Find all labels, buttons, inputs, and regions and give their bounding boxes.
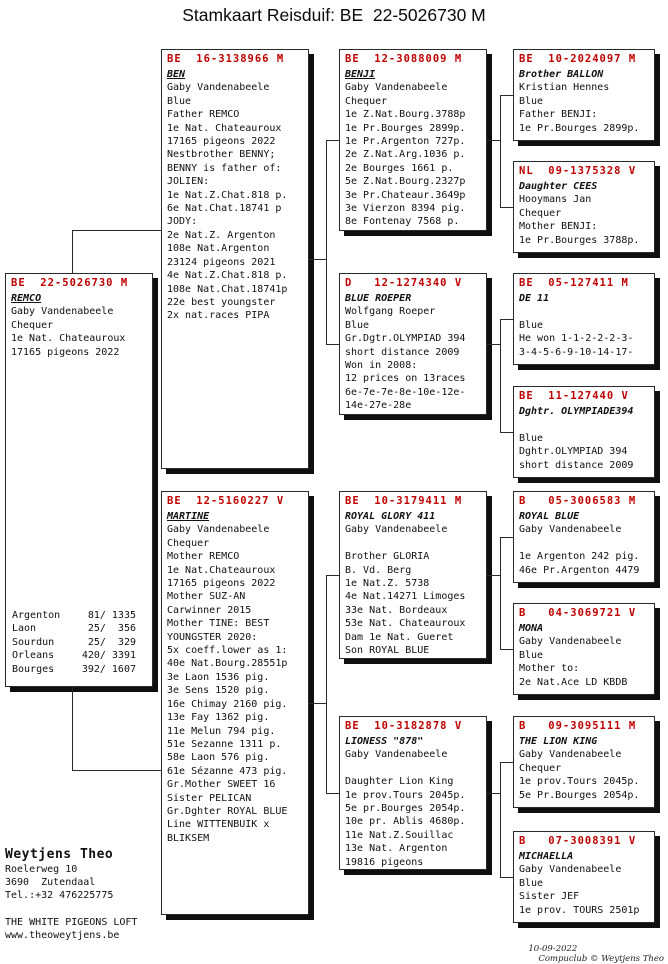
connector-line	[72, 687, 73, 770]
ring-number: D 12-1274340 V	[345, 277, 463, 289]
pedigree-text-line: YOUNGSTER 2020:	[167, 631, 258, 643]
pedigree-text-line: 3-4-5-6-9-10-14-17-	[519, 346, 634, 358]
race-name: Orleans	[12, 650, 55, 662]
owner-info-block	[5, 846, 137, 942]
pedigree-text-line	[345, 537, 482, 550]
pedigree-box-ballon	[513, 49, 655, 141]
pigeon-name: BENJI	[345, 69, 376, 80]
pedigree-text-line: Father BENJI:	[519, 109, 598, 121]
pigeon-name: Brother BALLON	[519, 69, 604, 80]
race-result-row	[12, 649, 136, 662]
pedigree-text-line: 1e Pr.Argenton 727p.	[345, 136, 466, 148]
pedigree-text-line: 46e Pr.Argenton 4479	[519, 564, 640, 576]
race-results-table	[12, 609, 136, 676]
connector-line	[500, 537, 513, 538]
pedigree-text-line: 1e prov.Tours 2045p.	[345, 789, 466, 801]
connector-line	[326, 140, 327, 344]
race-score: 25/ 356	[87, 623, 136, 635]
pigeon-name: BEN	[167, 69, 186, 80]
pedigree-details	[345, 81, 482, 228]
pedigree-text-line: Gr.Mother SWEET 16	[167, 779, 276, 791]
pedigree-details	[519, 418, 650, 472]
pedigree-text-line: 4e Nat.Z.Chat.818 p.	[167, 270, 288, 282]
ring-number: BE 10-3179411 M	[345, 495, 463, 507]
pedigree-text-line: Son ROYAL BLUE	[345, 645, 430, 657]
pedigree-text-line: 61e Sézanne 473 pig.	[167, 765, 288, 777]
pedigree-text-line: He won 1-1-2-2-2-3-	[519, 333, 634, 345]
pedigree-box-mona	[513, 603, 655, 695]
pedigree-text-line: Blue	[167, 95, 192, 107]
website-url: www.theoweytjens.be	[5, 929, 120, 941]
pedigree-text-line: JODY:	[167, 216, 198, 228]
pedigree-text-line: 1e prov.Tours 2045p.	[519, 776, 640, 788]
pedigree-text-line: Gaby Vandenabeele	[345, 524, 448, 536]
pigeon-name: MARTINE	[167, 511, 210, 522]
ring-number: BE 16-3138966 M	[167, 53, 285, 65]
pedigree-text-line: 53e Nat. Chateauroux	[345, 618, 466, 630]
pedigree-text-line: 108e Nat.Chat.18741p	[167, 283, 288, 295]
pedigree-text-line: 14e-27e-28e	[345, 400, 412, 412]
pedigree-text-line: Nestbrother BENNY;	[167, 149, 276, 161]
pedigree-text-line: 11e Nat.Z.Souillac	[345, 829, 454, 841]
pedigree-text-line: 3e Sens 1520 pig.	[167, 685, 270, 697]
pedigree-text-line	[519, 305, 650, 318]
loft-name: THE WHITE PIGEONS LOFT	[5, 916, 138, 928]
pedigree-text-line: short distance 2009	[345, 346, 460, 358]
pedigree-text-line: 1e Nat. Chateauroux	[167, 122, 282, 134]
pedigree-text-line: 13e Fay 1362 pig.	[167, 712, 270, 724]
owner-city: 3690 Zutendaal	[5, 877, 96, 889]
pedigree-text-line: JOLIEN:	[167, 176, 210, 188]
pedigree-text-line: 22e best youngster	[167, 296, 276, 308]
pedigree-details	[345, 523, 482, 657]
pedigree-box-benji	[339, 49, 487, 231]
pedigree-text-line: 5e Pr.Bourges 2054p.	[519, 789, 640, 801]
pedigree-text-line: Mother REMCO	[167, 551, 240, 563]
pedigree-text-line: 6e Nat.Chat.18741 p	[167, 203, 282, 215]
pedigree-text-line: 17165 pigeons 2022	[11, 346, 120, 358]
pedigree-text-line: Mother TINE: BEST	[167, 618, 270, 630]
pedigree-text-line: Carwinner 2015	[167, 604, 252, 616]
pedigree-text-line: 1e Z.Nat.Bourg.3788p	[345, 109, 466, 121]
ring-number: BE 10-3182878 V	[345, 720, 463, 732]
connector-line	[326, 575, 327, 793]
pigeon-name: REMCO	[11, 293, 42, 304]
pedigree-text-line: Mother SUZ-AN	[167, 591, 246, 603]
pigeon-name: LIONESS "878"	[345, 736, 424, 747]
pedigree-text-line: 12 prices on 13races	[345, 373, 466, 385]
pedigree-text-line: BLIKSEM	[167, 832, 210, 844]
owner-name: Weytjens Theo	[5, 847, 114, 862]
connector-line	[72, 770, 161, 771]
pedigree-text-line: 1e Nat. Chateauroux	[11, 333, 126, 345]
pigeon-name: ROYAL GLORY 411	[345, 511, 436, 522]
connector-line	[72, 230, 73, 273]
race-result-row	[12, 609, 136, 622]
pedigree-text-line: Sister JEF	[519, 891, 580, 903]
connector-line	[487, 793, 500, 794]
pedigree-text-line: Gr.Dgtr.OLYMPIAD 394	[345, 333, 466, 345]
pedigree-text-line: 3e Laon 1536 pig.	[167, 671, 270, 683]
pedigree-text-line: Gaby Vandenabeele	[167, 524, 270, 536]
connector-line	[500, 537, 501, 649]
pedigree-details	[345, 305, 482, 412]
ring-number: NL 09-1375328 V	[519, 165, 637, 177]
pedigree-box-de11	[513, 273, 655, 365]
pedigree-text-line: Mother BENJI:	[519, 221, 598, 233]
pedigree-text-line: 6e-7e-7e-8e-10e-12e-	[345, 386, 466, 398]
pigeon-name: DE 11	[519, 293, 550, 304]
pedigree-details	[519, 863, 650, 917]
pigeon-name: MICHAELLA	[519, 851, 574, 862]
connector-line	[326, 344, 339, 345]
pigeon-name: ROYAL BLUE	[519, 511, 580, 522]
pedigree-text-line: 10e pr. Ablis 4680p.	[345, 816, 466, 828]
owner-phone: Tel.:+32 476225775	[5, 890, 114, 902]
ring-number: B 09-3095111 M	[519, 720, 637, 732]
pedigree-text-line: 2e Nat.Ace LD KBDB	[519, 676, 628, 688]
pedigree-text-line: 23124 pigeons 2021	[167, 256, 276, 268]
pedigree-text-line: Chequer	[519, 207, 562, 219]
race-score: 392/ 1607	[81, 663, 136, 675]
pedigree-text-line: 1e Nat.Z.Chat.818 p.	[167, 189, 288, 201]
pedigree-text-line: Brother GLORIA	[345, 551, 430, 563]
race-name: Bourges	[12, 663, 55, 675]
pedigree-text-line: 4e Nat.14271 Limoges	[345, 591, 466, 603]
pedigree-details	[167, 523, 304, 845]
pedigree-box-remco	[5, 273, 153, 687]
pedigree-text-line: 5e Z.Nat.Bourg.2327p	[345, 176, 466, 188]
pedigree-text-line: Chequer	[345, 95, 388, 107]
pedigree-box-olympiade394	[513, 386, 655, 478]
connector-line	[500, 432, 513, 433]
pedigree-text-line: short distance 2009	[519, 459, 634, 471]
connector-line	[487, 344, 500, 345]
pigeon-name: BLUE ROEPER	[345, 293, 412, 304]
ring-number: BE 05-127411 M	[519, 277, 629, 289]
pedigree-text-line: 1e Nat.Z. 5738	[345, 578, 430, 590]
pedigree-text-line: Gaby Vandenabeele	[345, 82, 448, 94]
race-result-row	[12, 622, 136, 635]
connector-line	[500, 762, 513, 763]
pedigree-box-lion-king	[513, 716, 655, 808]
software-credit: Compuclub © Weytjens Theo	[538, 954, 664, 964]
pedigree-text-line: 17165 pigeons 2022	[167, 578, 276, 590]
owner-street: Roelerweg 10	[5, 864, 78, 875]
pedigree-text-line: Wolfgang Roeper	[345, 306, 436, 318]
connector-line	[500, 877, 513, 878]
pedigree-text-line: Gaby Vandenabeele	[519, 749, 622, 761]
pedigree-text-line: Blue	[519, 95, 544, 107]
pedigree-box-martine	[161, 491, 309, 915]
pedigree-text-line: 13e Nat. Argenton	[345, 843, 448, 855]
pedigree-text-line: Kristian Hennes	[519, 82, 610, 94]
connector-line	[309, 703, 326, 704]
pigeon-name: Daughter CEES	[519, 181, 598, 192]
pedigree-text-line: 2e Z.Nat.Arg.1036 p.	[345, 149, 466, 161]
pedigree-text-line	[519, 537, 650, 550]
pedigree-text-line: Dam 1e Nat. Gueret	[345, 631, 454, 643]
pedigree-details	[519, 305, 650, 359]
pedigree-box-cees	[513, 161, 655, 253]
ring-number: B 07-3008391 V	[519, 835, 637, 847]
pedigree-text-line: 17165 pigeons 2022	[167, 136, 276, 148]
pedigree-details	[519, 81, 650, 135]
connector-line	[500, 95, 513, 96]
race-score: 420/ 3391	[81, 650, 136, 662]
pedigree-text-line: 3e Pr.Chateaur.3649p	[345, 189, 466, 201]
ring-number: BE 22-5026730 M	[11, 277, 129, 289]
ring-number: BE 12-5160227 V	[167, 495, 285, 507]
pedigree-text-line: BENNY is father of:	[167, 162, 282, 174]
pedigree-text-line: 8e Fontenay 7568 p.	[345, 216, 460, 228]
ring-number: BE 11-127440 V	[519, 390, 629, 402]
pedigree-box-ben	[161, 49, 309, 469]
pedigree-text-line: 1e Pr.Bourges 2899p.	[519, 122, 640, 134]
pedigree-text-line: Gaby Vandenabeele	[519, 864, 622, 876]
connector-line	[326, 140, 339, 141]
pedigree-details	[519, 523, 650, 577]
connector-line	[72, 230, 161, 231]
pedigree-text-line: B. Vd. Berg	[345, 564, 412, 576]
pedigree-text-line: Blue	[519, 319, 544, 331]
pedigree-box-blue-roeper	[339, 273, 487, 415]
pedigree-text-line: 19816 pigeons	[345, 856, 424, 868]
pedigree-text-line: Daughter Lion King	[345, 776, 454, 788]
pigeon-name: Dghtr. OLYMPIADE394	[519, 406, 634, 417]
pedigree-text-line: 2e Nat.Z. Argenton	[167, 229, 276, 241]
pedigree-text-line: 108e Nat.Argenton	[167, 243, 270, 255]
pedigree-text-line: 1e Pr.Bourges 2899p.	[345, 122, 466, 134]
connector-line	[326, 575, 339, 576]
pedigree-text-line: Dghtr.OLYMPIAD 394	[519, 446, 628, 458]
pedigree-text-line: Mother to:	[519, 663, 580, 675]
print-credit	[523, 934, 664, 964]
pedigree-text-line: Gaby Vandenabeele	[519, 636, 622, 648]
pedigree-text-line: Sister PELICAN	[167, 792, 252, 804]
pedigree-details	[167, 81, 304, 322]
pedigree-text-line: Chequer	[519, 762, 562, 774]
connector-line	[500, 207, 513, 208]
pedigree-box-lioness	[339, 716, 487, 870]
race-name: Laon	[12, 623, 37, 635]
pedigree-text-line: Gaby Vandenabeele	[167, 82, 270, 94]
pedigree-text-line: Chequer	[11, 319, 54, 331]
ring-number: B 05-3006583 M	[519, 495, 637, 507]
pedigree-text-line: 1e prov. TOURS 2501p	[519, 904, 640, 916]
race-result-row	[12, 636, 136, 649]
race-score: 81/ 1335	[87, 609, 136, 621]
connector-line	[326, 793, 339, 794]
pedigree-details	[519, 748, 650, 802]
race-score: 25/ 329	[87, 636, 136, 648]
ring-number: BE 10-2024097 M	[519, 53, 637, 65]
pedigree-details	[519, 193, 650, 247]
pedigree-text-line: 16e Chimay 2160 pig.	[167, 698, 288, 710]
pedigree-box-michaella	[513, 831, 655, 923]
pedigree-text-line: Line WITTENBUIK x	[167, 819, 270, 831]
pedigree-text-line: 1e Nat.Chateauroux	[167, 564, 276, 576]
connector-line	[500, 319, 501, 432]
race-name: Sourdun	[12, 636, 55, 648]
ring-number: BE 12-3088009 M	[345, 53, 463, 65]
connector-line	[500, 319, 513, 320]
pedigree-text-line: Gaby Vandenabeele	[11, 306, 114, 318]
pedigree-text-line: 11e Melun 794 pig.	[167, 725, 276, 737]
page-title: Stamkaart Reisduif: BE 22-5026730 M	[182, 5, 486, 25]
pedigree-text-line: Blue	[345, 319, 370, 331]
pedigree-text-line: Gaby Vandenabeele	[345, 749, 448, 761]
pedigree-text-line: Hooymans Jan	[519, 194, 592, 206]
pedigree-box-royal-blue	[513, 491, 655, 583]
pedigree-text-line: Blue	[519, 877, 544, 889]
race-name: Argenton	[12, 609, 61, 621]
connector-line	[500, 762, 501, 877]
pedigree-text-line	[345, 762, 482, 775]
pedigree-text-line: 5x coeff.lower as 1:	[167, 645, 288, 657]
connector-line	[309, 259, 326, 260]
print-date: 10-09-2022	[528, 944, 578, 954]
pedigree-text-line: 2x nat.races PIPA	[167, 310, 270, 322]
pedigree-text-line: 33e Nat. Bordeaux	[345, 604, 448, 616]
connector-line	[487, 575, 500, 576]
pedigree-text-line: Won in 2008:	[345, 360, 418, 372]
pedigree-details	[11, 305, 148, 359]
connector-line	[500, 649, 513, 650]
pedigree-text-line: 5e pr.Bourges 2054p.	[345, 803, 466, 815]
pedigree-text-line: Blue	[519, 649, 544, 661]
pigeon-name: THE LION KING	[519, 736, 598, 747]
pedigree-text-line: Gr.Dghter ROYAL BLUE	[167, 805, 288, 817]
race-result-row	[12, 663, 136, 676]
pedigree-text-line: 2e Bourges 1661 p.	[345, 162, 454, 174]
pedigree-box-royal-glory	[339, 491, 487, 659]
connector-line	[500, 95, 501, 207]
pedigree-text-line: Blue	[519, 432, 544, 444]
pedigree-details	[519, 635, 650, 689]
pedigree-text-line: 40e Nat.Bourg.28551p	[167, 658, 288, 670]
pedigree-text-line: Gaby Vandenabeele	[519, 524, 622, 536]
pedigree-text-line: 58e Laon 576 pig.	[167, 752, 270, 764]
ring-number: B 04-3069721 V	[519, 607, 637, 619]
pedigree-text-line: Father REMCO	[167, 109, 240, 121]
pedigree-text-line: 51e Sezanne 1311 p.	[167, 738, 282, 750]
connector-line	[487, 140, 500, 141]
pedigree-text-line: Chequer	[167, 537, 210, 549]
pedigree-text-line: 1e Pr.Bourges 3788p.	[519, 234, 640, 246]
pedigree-text-line: 3e Vierzon 8394 pig.	[345, 203, 466, 215]
pedigree-details	[345, 748, 482, 869]
pedigree-text-line: 1e Argenton 242 pig.	[519, 551, 640, 563]
pedigree-text-line	[519, 418, 650, 431]
pigeon-name: MONA	[519, 623, 544, 634]
